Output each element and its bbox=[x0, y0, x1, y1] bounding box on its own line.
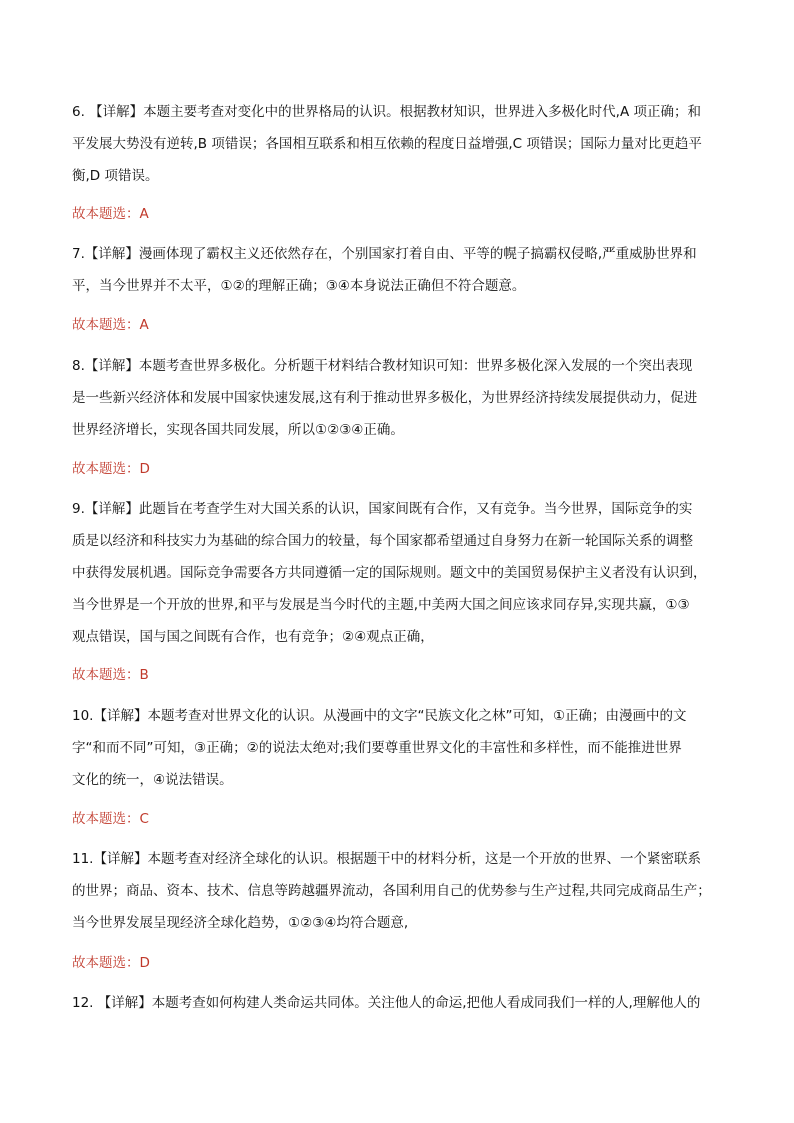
text-line: 是一些新兴经济体和发展中国家快速发展,这有利于推动世界多极化，为世界经济持续发展提供动力，促进 bbox=[72, 390, 698, 406]
text-line: 衡,D 项错误。 bbox=[72, 168, 159, 184]
question-7-explanation bbox=[72, 238, 722, 302]
question-10-explanation bbox=[72, 700, 722, 796]
text-line: 6. 【详解】本题主要考查对变化中的世界格局的认识。根据教材知识，世界进入多极化时代,A 项正确；和 bbox=[72, 104, 701, 120]
text-line: 10.【详解】本题考查对世界文化的认识。从漫画中的文字“民族文化之林”可知，①正确；由漫画中的文 bbox=[72, 708, 687, 724]
text-line: 平发展大势没有逆转,B 项错误；各国相互联系和相互依赖的程度日益增强,C 项错误；国际力量对比更趋平 bbox=[72, 136, 702, 152]
question-9-explanation bbox=[72, 493, 722, 653]
text-line: 世界经济增长，实现各国共同发展，所以①②③④正确。 bbox=[72, 422, 404, 438]
text-line: 观点错误，国与国之间既有合作，也有竞争；②④观点正确， bbox=[72, 629, 434, 645]
question-8-explanation bbox=[72, 350, 722, 446]
text-line: 当今世界是一个开放的世界,和平与发展是当今时代的主题,中美两大国之间应该求同存异,实现共赢，①③ bbox=[72, 597, 690, 613]
text-line: 9.【详解】此题旨在考查学生对大国关系的认识，国家间既有合作，又有竞争。当今世界，国际竞争的实 bbox=[72, 501, 693, 517]
text-line: 的世界；商品、资本、技术、信息等跨越疆界流动，各国利用自己的优势参与生产过程,共同完成商品生产； bbox=[72, 883, 711, 899]
text-line: 质是以经济和科技实力为基础的综合国力的较量，每个国家都希望通过自身努力在新一轮国际关系的调整 bbox=[72, 533, 693, 549]
text-line: 字“和而不同”可知，③正确；②的说法太绝对;我们要尊重世界文化的丰富性和多样性，而不能推进世界 bbox=[72, 740, 682, 756]
text-line: 当今世界发展呈现经济全球化趋势，①②③④均符合题意, bbox=[72, 915, 409, 931]
question-11-answer: 故本题选：D bbox=[72, 955, 150, 971]
question-11-explanation bbox=[72, 843, 722, 939]
text-line: 8.【详解】本题考查世界多极化。分析题干材料结合教材知识可知：世界多极化深入发展的一个突出表现 bbox=[72, 358, 693, 374]
question-10-answer: 故本题选：C bbox=[72, 811, 149, 827]
question-7-answer: 故本题选：A bbox=[72, 317, 149, 333]
question-8-answer: 故本题选：D bbox=[72, 461, 150, 477]
question-6-answer: 故本题选：A bbox=[72, 206, 149, 222]
question-6-explanation bbox=[72, 96, 722, 192]
text-line: 7.【详解】漫画体现了霸权主义还依然存在，个别国家打着自由、平等的幌子搞霸权侵略,严重威胁世界和 bbox=[72, 246, 697, 262]
text-line: 中获得发展机遇。国际竞争需要各方共同遵循一定的国际规则。题文中的美国贸易保护主义者没有认识到， bbox=[72, 565, 707, 581]
text-line: 12. 【详解】本题考查如何构建人类命运共同体。关注他人的命运,把他人看成同我们一样的人,理解他人的 bbox=[72, 995, 701, 1011]
question-9-answer: 故本题选：B bbox=[72, 667, 149, 683]
question-12-explanation bbox=[72, 987, 722, 1019]
text-line: 文化的统一，④说法错误。 bbox=[72, 772, 233, 788]
text-line: 平，当今世界并不太平，①②的理解正确；③④本身说法正确但不符合题意。 bbox=[72, 278, 526, 294]
text-line: 11.【详解】本题考查对经济全球化的认识。根据题干中的材料分析，这是一个开放的世界、一个紧密联系 bbox=[72, 851, 701, 867]
